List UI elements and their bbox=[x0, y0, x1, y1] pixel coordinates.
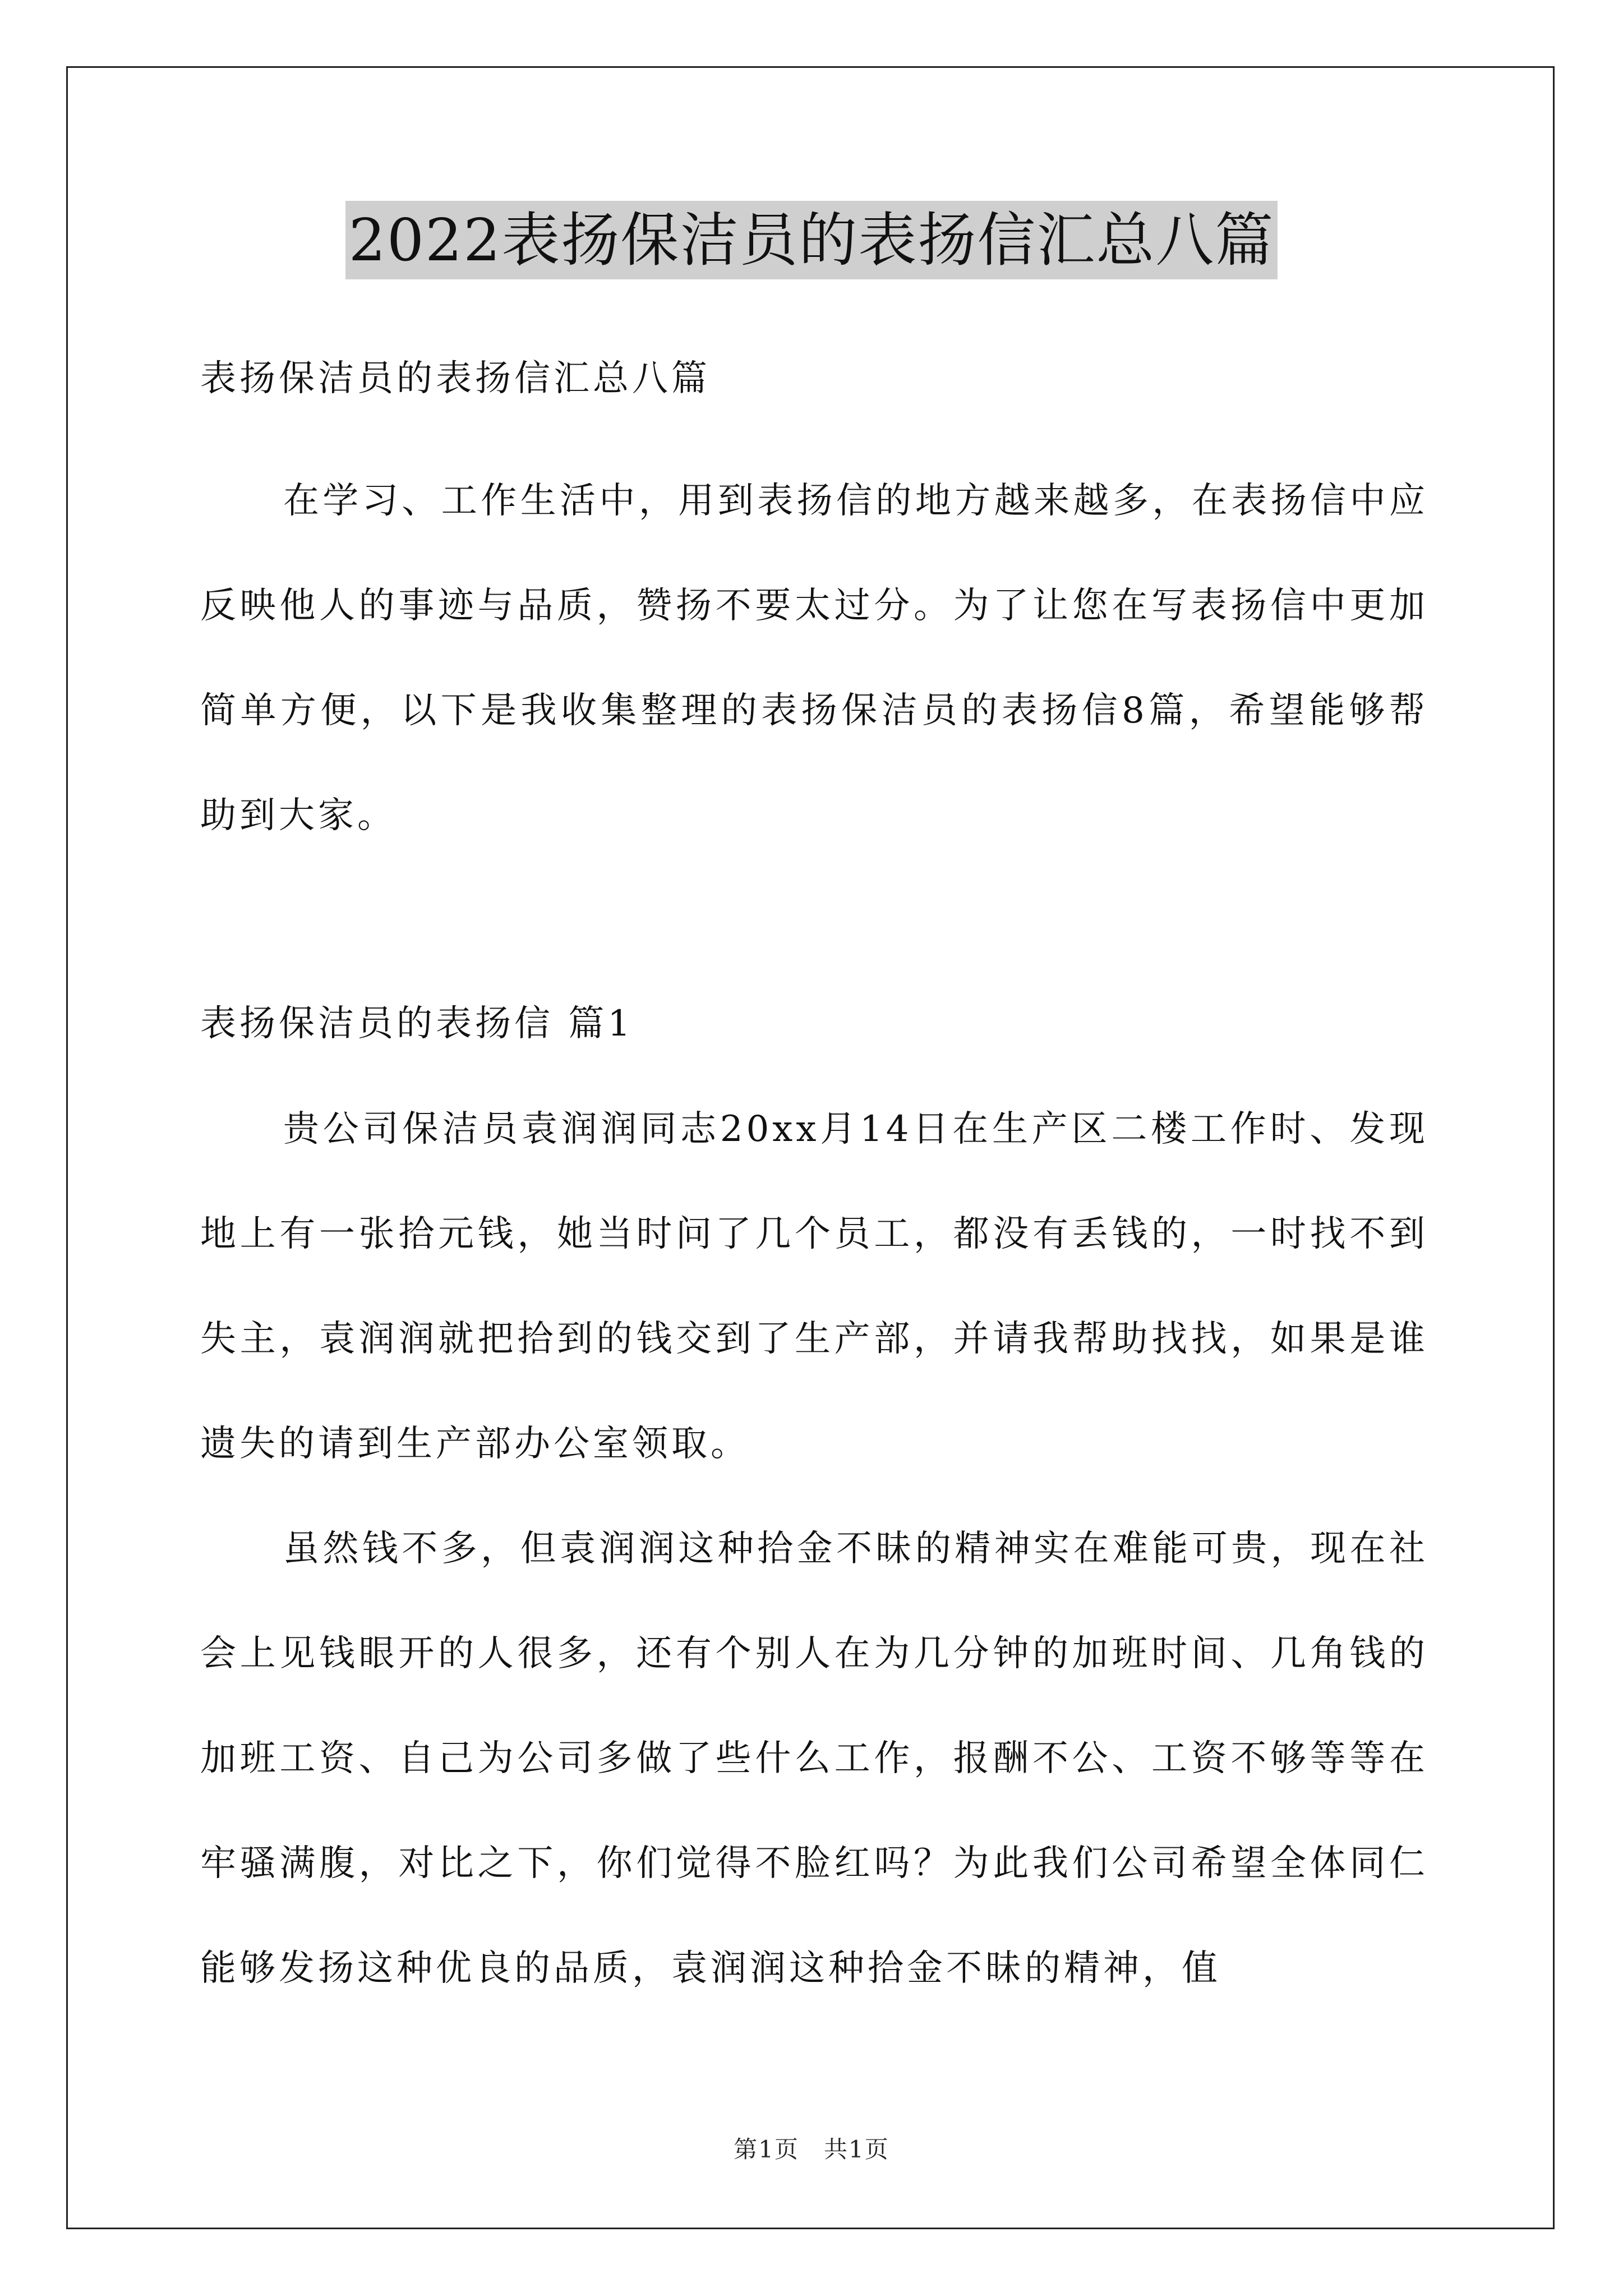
intro-paragraph: 在学习、工作生活中，用到表扬信的地方越来越多，在表扬信中应反映他人的事迹与品质，赞扬不要太过分。为了让您在写表扬信中更加简单方便，以下是我收集整理的表扬保洁员的表扬信8篇，希望能够帮助到大家。 bbox=[200, 480, 1428, 836]
body-paragraph-2: 虽然钱不多，但袁润润这种拾金不昧的精神实在难能可贵，现在社会上见钱眼开的人很多，还有个别人在为几分钟的加班时间、几角钱的加班工资、自己为公司多做了些什么工作，报酬不公、工资不够等等在牢骚满腹，对比之下，你们觉得不脸红吗？为此我们公司希望全体同仁能够发扬这种优良的品质，袁润润这种拾金不昧的精神，值 bbox=[200, 1528, 1428, 1989]
document-subtitle: 表扬保洁员的表扬信汇总八篇 bbox=[200, 358, 711, 399]
intro-section bbox=[200, 449, 1428, 868]
title-container bbox=[0, 201, 1623, 279]
page-footer: 第1页 共1页 bbox=[734, 2136, 889, 2163]
section-body bbox=[200, 1077, 1428, 2021]
section-heading: 表扬保洁员的表扬信 篇1 bbox=[200, 1003, 634, 1045]
body-paragraph-1: 贵公司保洁员袁润润同志20xx月14日在生产区二楼工作时、发现地上有一张拾元钱，她当时问了几个员工，都没有丢钱的，一时找不到失主，袁润润就把拾到的钱交到了生产部，并请我帮助找找，如果是谁遗失的请到生产部办公室领取。 bbox=[200, 1108, 1428, 1465]
document-title: 2022表扬保洁员的表扬信汇总八篇 bbox=[345, 201, 1278, 279]
